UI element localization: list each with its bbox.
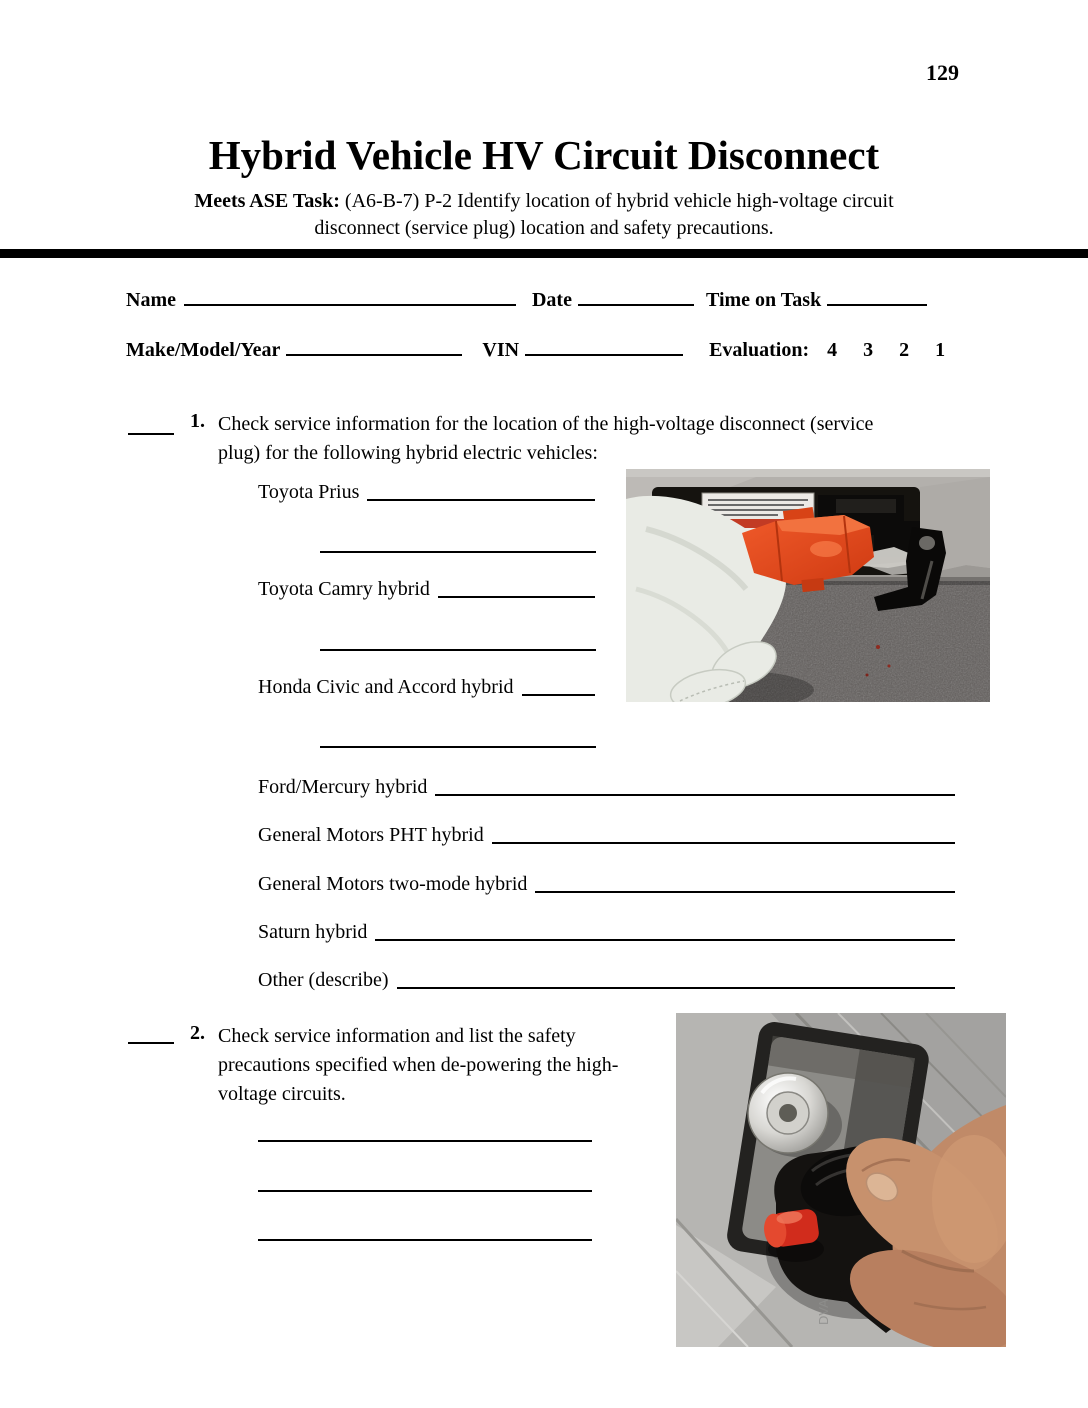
evaluation-score-1: 1 bbox=[935, 339, 946, 361]
date-blank bbox=[578, 286, 694, 306]
vehicle-blank bbox=[535, 891, 955, 893]
make-model-year-label: Make/Model/Year bbox=[126, 339, 281, 361]
task-1-text-line2: plug) for the following hybrid electric vehicles: bbox=[218, 442, 598, 464]
vehicle-label: Honda Civic and Accord hybrid bbox=[258, 676, 514, 698]
page-title: Hybrid Vehicle HV Circuit Disconnect bbox=[208, 132, 880, 178]
service-plug-photo-graphic bbox=[626, 469, 990, 702]
vehicle-label: General Motors PHT hybrid bbox=[258, 824, 484, 846]
task-1-text bbox=[218, 410, 938, 468]
disconnect-switch-photo bbox=[676, 1013, 1006, 1347]
task-2-number: 2. bbox=[190, 1022, 205, 1044]
task-2-text bbox=[218, 1022, 668, 1109]
answer-line bbox=[258, 1239, 592, 1241]
continuation-line bbox=[320, 551, 596, 553]
vehicle-blank bbox=[397, 987, 956, 989]
vehicle-row-gm-two-mode bbox=[258, 873, 955, 896]
name-label: Name bbox=[126, 289, 176, 311]
vin-blank bbox=[525, 336, 683, 356]
evaluation-score-4: 4 bbox=[827, 339, 838, 361]
vehicle-row-gm-pht bbox=[258, 824, 955, 847]
name-blank bbox=[184, 286, 516, 306]
service-plug-photo bbox=[626, 469, 990, 702]
ase-task-text-line1: (A6-B-7) P-2 Identify location of hybrid vehicle high-voltage circuit bbox=[344, 190, 894, 212]
task-2-text-line1: Check service information and list the safety bbox=[218, 1025, 576, 1047]
vehicle-label: Toyota Prius bbox=[258, 481, 360, 503]
vehicle-row-toyota-camry bbox=[258, 578, 595, 601]
task-2-text-line3: voltage circuits. bbox=[218, 1083, 346, 1105]
ase-task-text-line2: disconnect (service plug) location and safety precautions. bbox=[314, 217, 774, 239]
svg-text:DVA: DVA bbox=[816, 1299, 831, 1325]
task-1-number: 1. bbox=[190, 410, 205, 432]
vehicle-row-honda-civic-accord bbox=[258, 676, 595, 699]
vehicle-blank bbox=[438, 596, 595, 598]
vehicle-blank bbox=[367, 499, 595, 501]
evaluation-score-2: 2 bbox=[899, 339, 910, 361]
vehicle-label: Ford/Mercury hybrid bbox=[258, 776, 428, 798]
vehicle-blank bbox=[375, 939, 955, 941]
vehicle-row-other bbox=[258, 969, 955, 992]
evaluation-label: Evaluation: bbox=[709, 339, 810, 361]
make-model-year-blank bbox=[286, 336, 462, 356]
vehicle-row-saturn bbox=[258, 921, 955, 944]
vehicle-row-ford-mercury bbox=[258, 776, 955, 799]
ase-task-subtitle bbox=[94, 188, 994, 242]
answer-line bbox=[258, 1190, 592, 1192]
continuation-line bbox=[320, 649, 596, 651]
continuation-line bbox=[320, 746, 596, 748]
date-label: Date bbox=[531, 289, 572, 311]
vehicle-blank bbox=[522, 694, 596, 696]
divider-rule bbox=[0, 249, 1088, 258]
vehicle-label: Saturn hybrid bbox=[258, 921, 368, 943]
task-1-text-line1: Check service information for the location of the high-voltage disconnect (service bbox=[218, 413, 874, 435]
task-1-status-blank bbox=[128, 415, 174, 435]
page-number: 129 bbox=[926, 60, 959, 85]
vehicle-row-toyota-prius bbox=[258, 481, 595, 504]
task-2-text-line2: precautions specified when de-powering the high- bbox=[218, 1054, 619, 1076]
vin-label: VIN bbox=[482, 339, 520, 361]
vehicle-label: Other (describe) bbox=[258, 969, 389, 991]
answer-line bbox=[258, 1140, 592, 1142]
ase-task-label: Meets ASE Task: bbox=[194, 190, 340, 212]
vehicle-label: Toyota Camry hybrid bbox=[258, 578, 430, 600]
vehicle-label: General Motors two-mode hybrid bbox=[258, 873, 528, 895]
evaluation-score-3: 3 bbox=[863, 339, 874, 361]
form-row-vehicle bbox=[126, 336, 945, 362]
task-2-status-blank bbox=[128, 1024, 174, 1044]
vehicle-blank bbox=[435, 794, 955, 796]
time-on-task-blank bbox=[827, 286, 927, 306]
time-on-task-label: Time on Task bbox=[705, 289, 822, 311]
disconnect-switch-photo-graphic bbox=[676, 1013, 1006, 1347]
vehicle-blank bbox=[492, 842, 955, 844]
form-row-identity bbox=[126, 286, 927, 312]
